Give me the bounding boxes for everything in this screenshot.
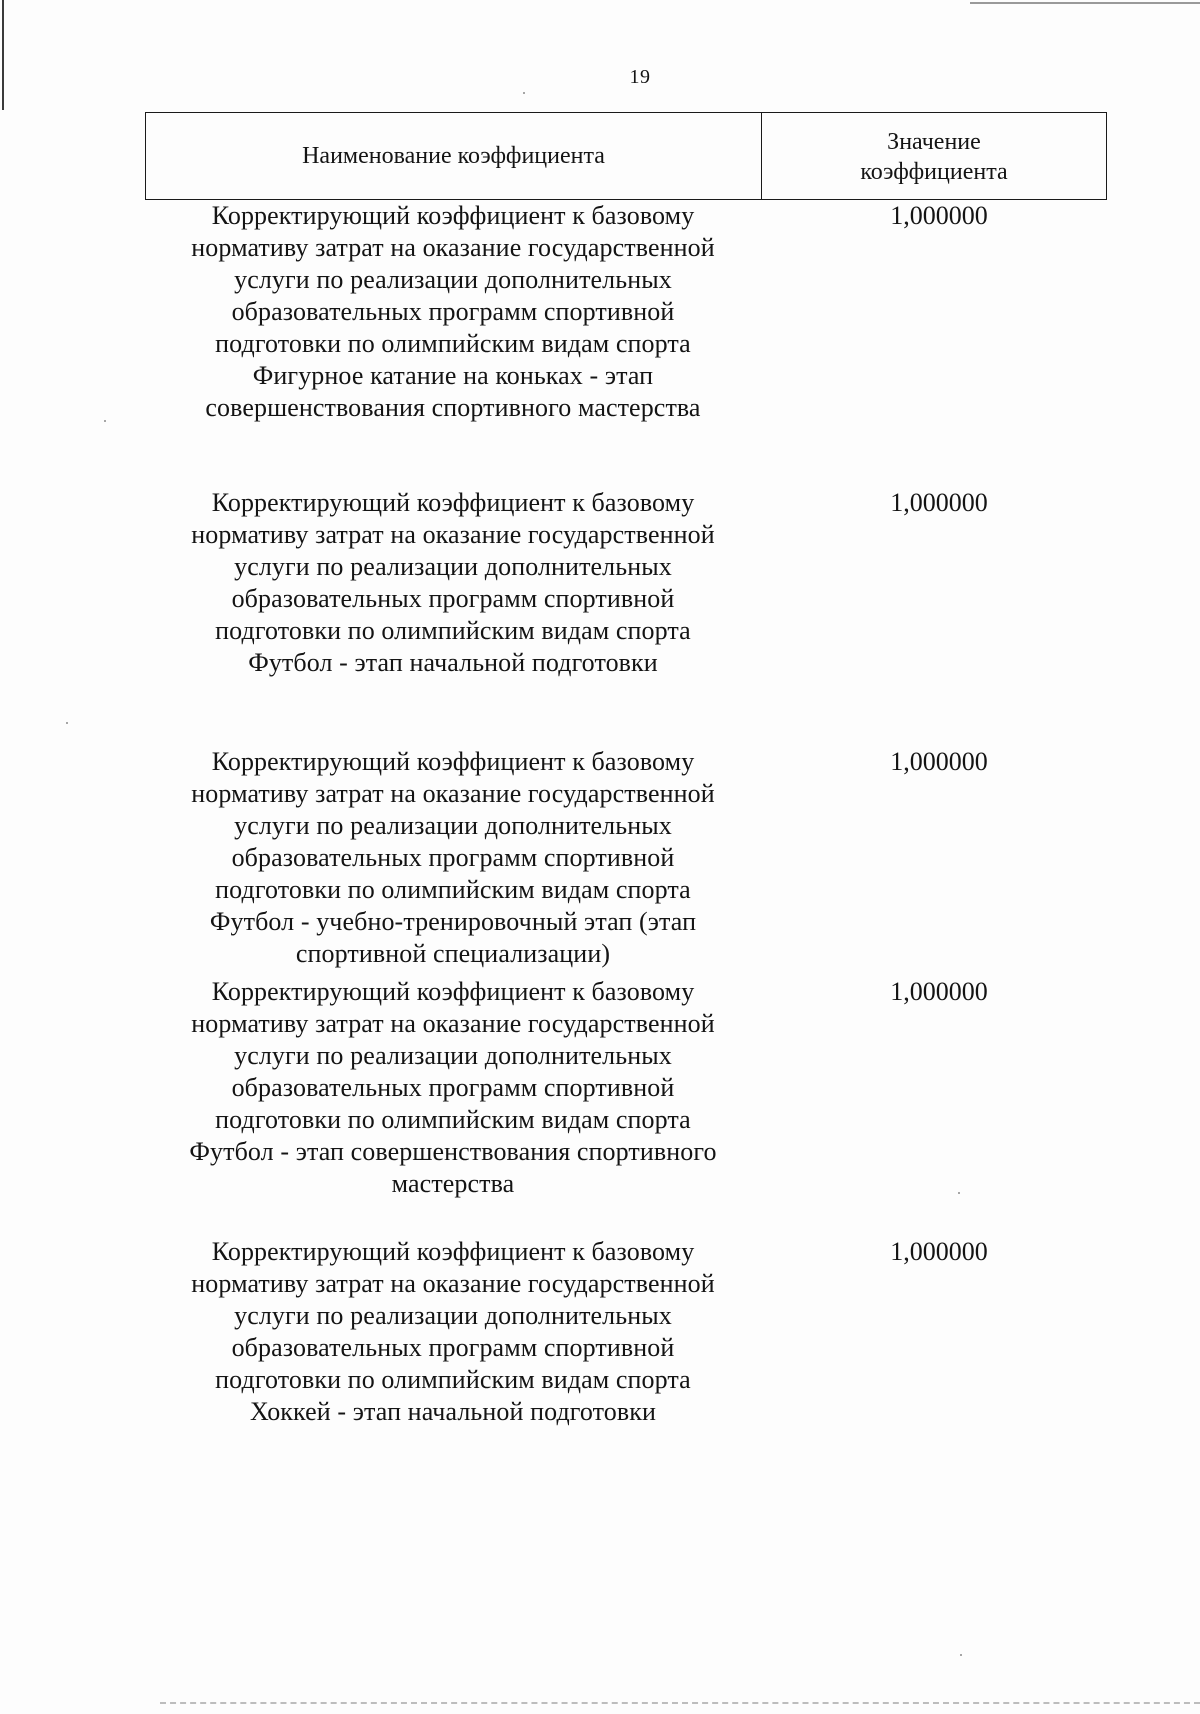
header-value-line: Значение [887,129,981,155]
text-line: услуги по реализации дополнительных [234,552,672,581]
table-row [145,1236,1107,1428]
text-line: услуги по реализации дополнительных [234,1301,672,1330]
scan-speck [960,1654,962,1656]
text-line: нормативу затрат на оказание государственной [191,1009,715,1038]
text-line: подготовки по олимпийским видам спорта [215,875,691,904]
table-row [145,200,1107,424]
coefficient-value: 1,000000 [890,1237,988,1266]
text-line: спортивной специализации) [295,939,611,968]
scan-edge-left [2,0,4,110]
text-line: нормативу затрат на оказание государственной [191,779,715,808]
text-line: Корректирующий коэффициент к базовому [211,201,695,230]
scan-speck [104,420,106,422]
coefficient-name [145,200,761,424]
text-line: нормативу затрат на оказание государственной [191,233,715,262]
text-line: подготовки по олимпийским видам спорта [215,616,691,645]
text-line: Футбол - этап начальной подготовки [248,648,658,677]
text-line: образовательных программ спортивной [231,297,675,326]
text-line: мастерства [391,1169,515,1198]
scan-edge-top-right [970,2,1200,4]
text-line: нормативу затрат на оказание государственной [191,1269,715,1298]
scan-speck [66,722,68,724]
coefficient-name [145,1236,761,1428]
table-row [145,746,1107,970]
text-line: услуги по реализации дополнительных [234,1041,672,1070]
coefficient-value: 1,000000 [890,201,988,230]
page-number: 19 [629,66,651,88]
text-line: подготовки по олимпийским видам спорта [215,1365,691,1394]
scan-speck [523,92,525,94]
text-line: нормативу затрат на оказание государственной [191,520,715,549]
text-line: подготовки по олимпийским видам спорта [215,329,691,358]
text-line: Корректирующий коэффициент к базовому [211,488,695,517]
text-line: услуги по реализации дополнительных [234,265,672,294]
coefficient-name [145,976,761,1200]
header-coefficient-name: Наименование коэффициента [146,113,762,199]
table-header [145,112,1107,200]
text-line: образовательных программ спортивной [231,1073,675,1102]
text-line: образовательных программ спортивной [231,584,675,613]
text-line: совершенствования спортивного мастерства [205,393,701,422]
text-line: Фигурное катание на коньках - этап [252,361,654,390]
coefficient-name [145,746,761,970]
coefficient-value: 1,000000 [890,977,988,1006]
text-line: образовательных программ спортивной [231,843,675,872]
text-line: подготовки по олимпийским видам спорта [215,1105,691,1134]
text-line: Корректирующий коэффициент к базовому [211,977,695,1006]
coefficient-value: 1,000000 [890,488,988,517]
text-line: Хоккей - этап начальной подготовки [249,1397,657,1426]
header-coefficient-value [762,113,1106,199]
text-line: Корректирующий коэффициент к базовому [211,1237,695,1266]
text-line: Футбол - учебно-тренировочный этап (этап [209,907,697,936]
table-row [145,487,1107,679]
text-line: образовательных программ спортивной [231,1333,675,1362]
coefficient-value: 1,000000 [890,747,988,776]
text-line: Футбол - этап совершенствования спортивного [189,1137,717,1166]
coefficients-table [145,112,1107,1426]
scan-edge-bottom [160,1702,1200,1706]
text-line: услуги по реализации дополнительных [234,811,672,840]
text-line: Корректирующий коэффициент к базовому [211,747,695,776]
header-value-line: коэффициента [860,159,1008,185]
coefficient-name [145,487,761,679]
table-row [145,976,1107,1200]
